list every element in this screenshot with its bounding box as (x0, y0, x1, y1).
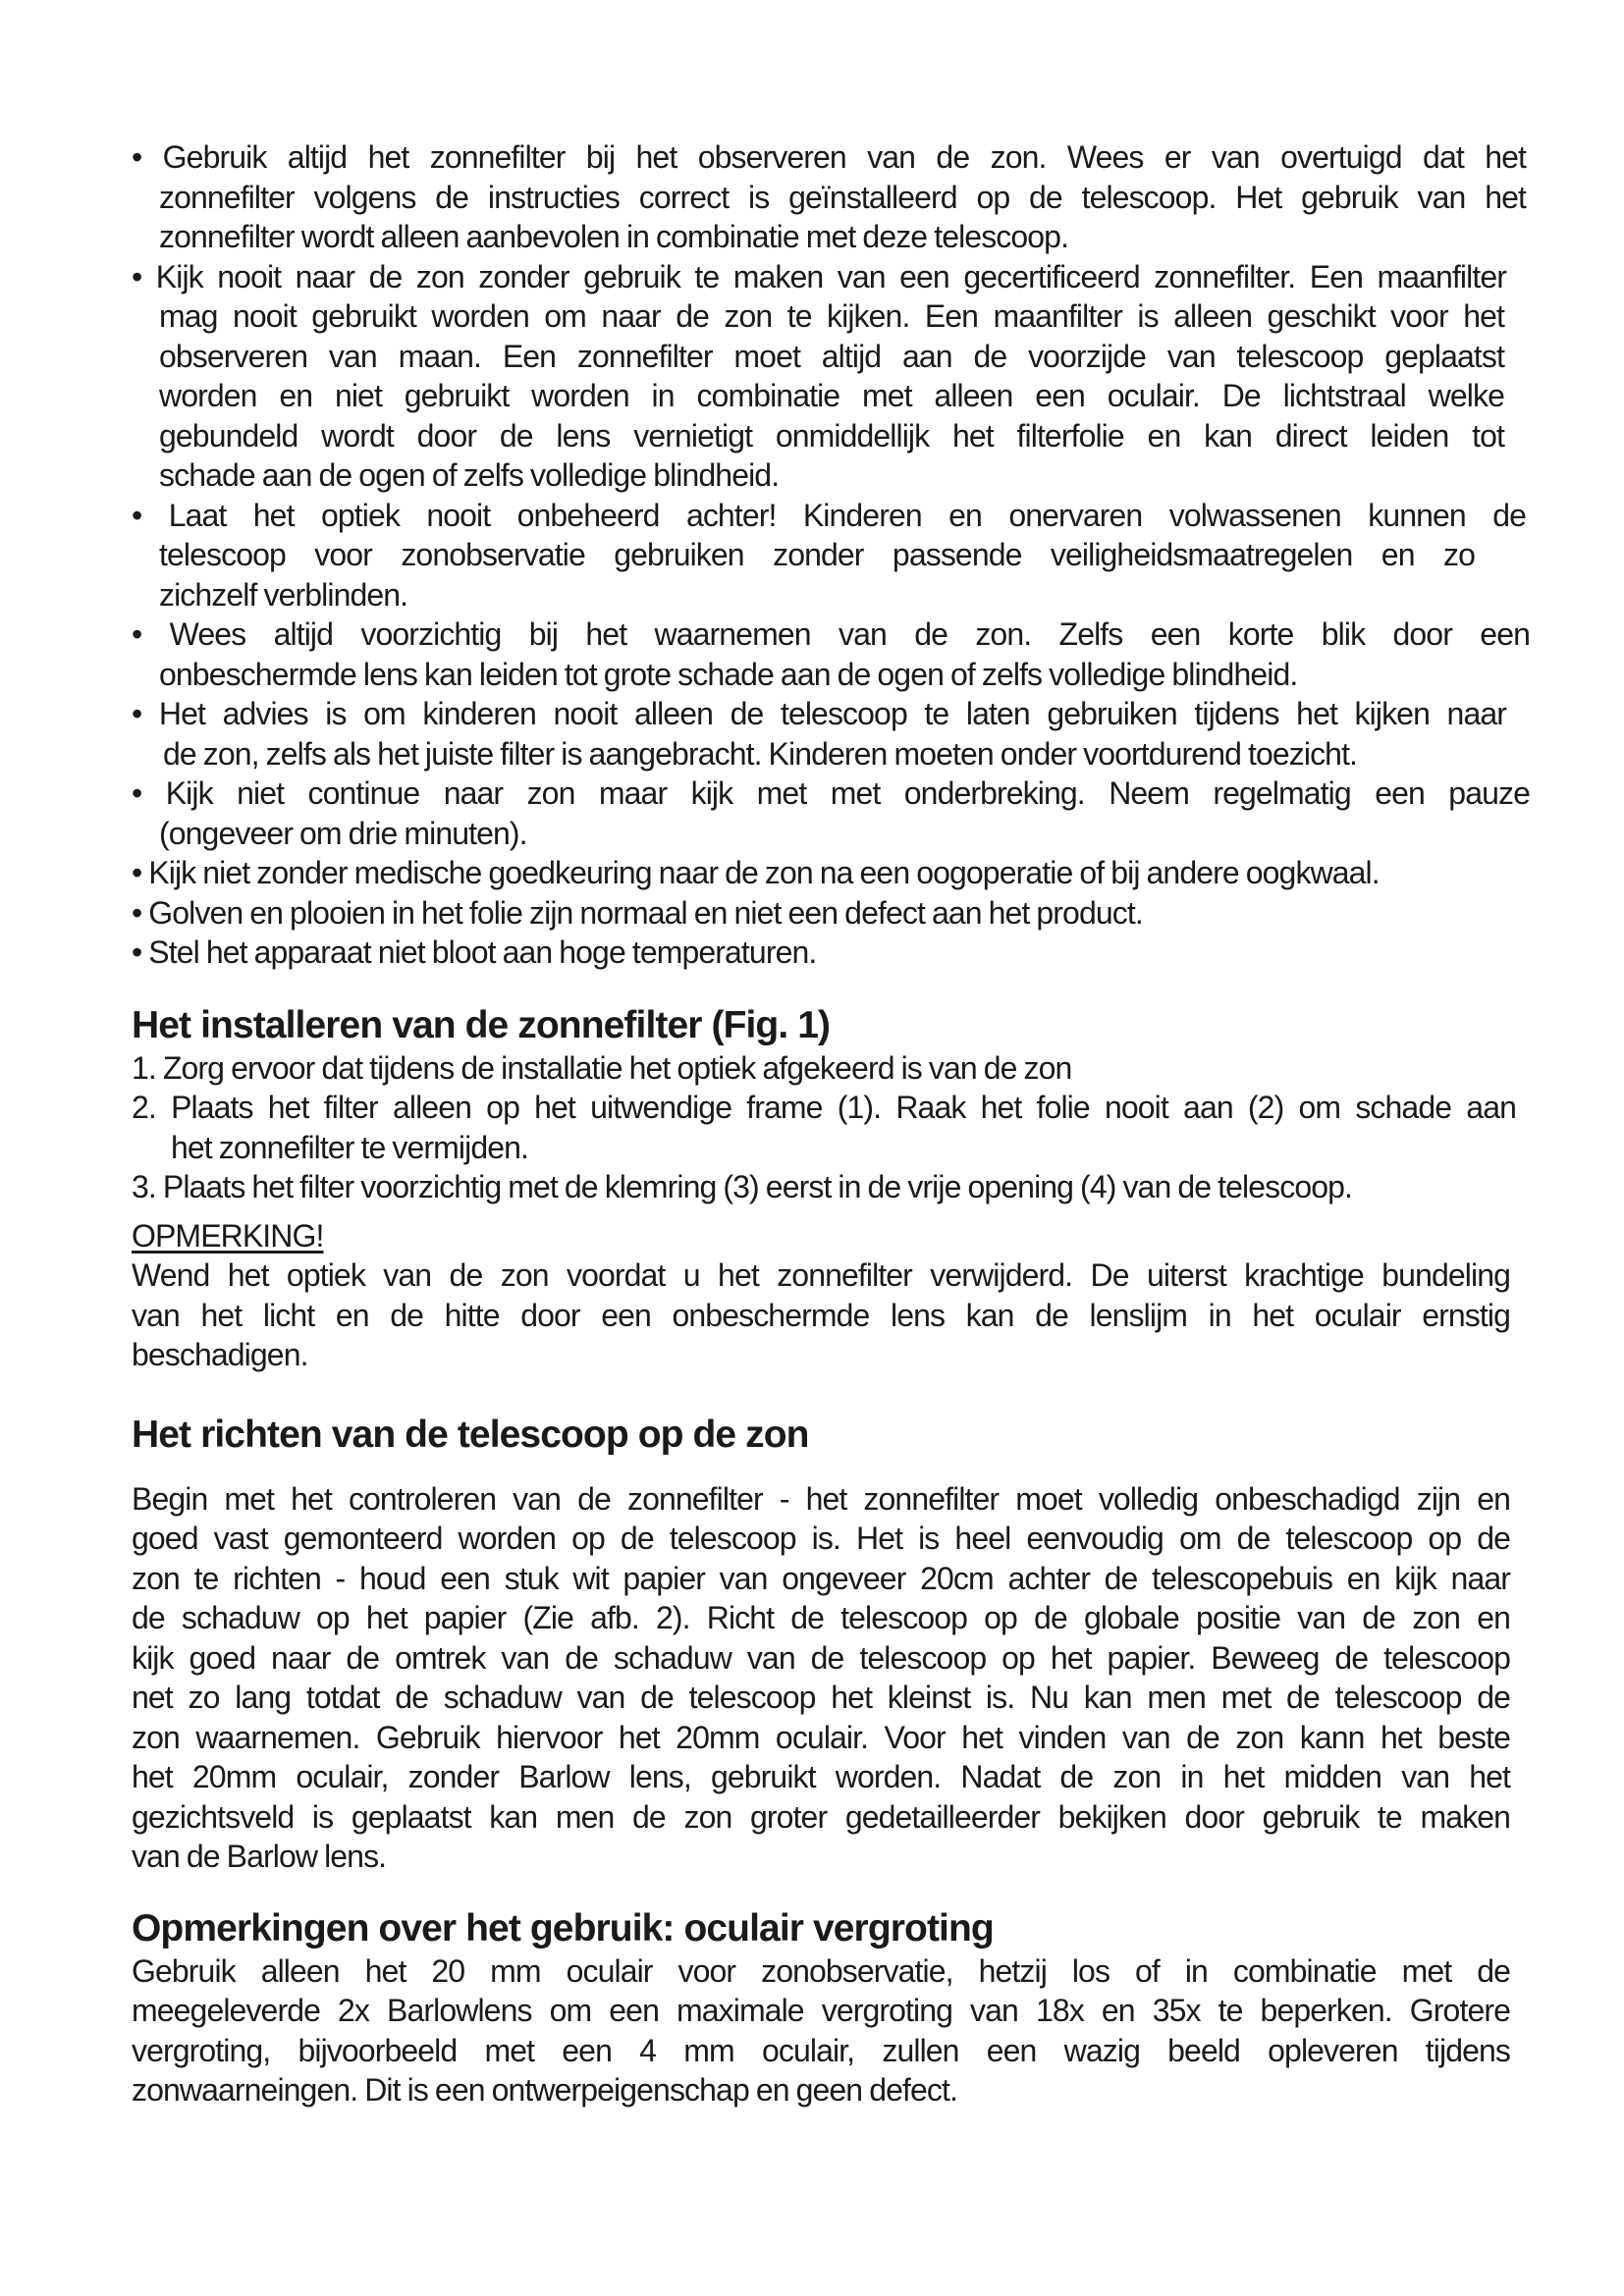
section-heading-usage: Opmerkingen over het gebruik: oculair vergroting (132, 1906, 994, 1949)
document-page (132, 137, 1530, 2110)
note-label: OPMERKING! (132, 1217, 324, 1254)
text-line: zonnefilter wordt alleen aanbevolen in combinatie met deze telescoop. (159, 219, 1069, 254)
text-line: vergroting, bijvoorbeeld met een 4 mm oculair, zullen een wazig beeld opleveren tijdens (132, 2032, 1510, 2068)
text-line: gezichtsveld is geplaatst kan men de zon groter gedetailleerder bekijken door gebruik te maken (132, 1798, 1510, 1835)
text-line: beschadigen. (132, 1337, 308, 1372)
list-item: 1. Zorg ervoor dat tijdens de installatie het optiek afgekeerd is van de zon (132, 1049, 1072, 1086)
text-line: worden en niet gebruikt worden in combinatie met alleen een oculair. De lichtstraal welke (159, 378, 1504, 413)
text-line: Begin met het controleren van de zonnefilter - het zonnefilter moet volledig onbeschadigd zijn en (132, 1480, 1510, 1517)
text-line: het 20mm oculair, zonder Barlow lens, gebruikt worden. Nadat de zon in het midden van het (132, 1759, 1510, 1794)
section-heading-install: Het installeren van de zonnefilter (Fig. 1) (132, 1003, 831, 1046)
text-line: • Kijk nooit naar de zon zonder gebruik te maken van een gecertificeerd zonnefilter. Een maanfilter (132, 258, 1506, 294)
text-line: observeren van maan. Een zonnefilter moet altijd aan de voorzijde van telescoop geplaatst (159, 338, 1504, 374)
text-line: • Stel het apparaat niet bloot aan hoge temperaturen. (132, 934, 817, 970)
text-line: gebundeld wordt door de lens vernietigt onmiddellijk het filterfolie en kan direct leiden tot (159, 417, 1504, 454)
usage-paragraph (132, 1951, 1526, 2110)
list-item: 3. Plaats het filter voorzichtig met de klemring (3) eerst in de vrije opening (4) van de telescoop. (132, 1169, 1353, 1204)
text-line: zon waarnemen. Gebruik hiervoor het 20mm oculair. Voor het vinden van de zon kann het beste (132, 1719, 1510, 1755)
text-line: van het licht en de hitte door een onbeschermde lens kan de lenslijm in het oculair ernstig (132, 1297, 1510, 1333)
text-line: van de Barlow lens. (132, 1839, 387, 1874)
text-line: de zon, zelfs als het juiste filter is aangebracht. Kinderen moeten onder voortdurend toezicht. (163, 735, 1358, 772)
text-line: telescoop voor zonobservatie gebruiken zonder passende veiligheidsmaatregelen en zo (159, 537, 1475, 572)
text-line: zon te richten - houd een stuk wit papier van ongeveer 20cm achter de telescopebuis en kijk naar (132, 1560, 1510, 1596)
text-line: onbeschermde lens kan leiden tot grote schade aan de ogen of zelfs volledige blindheid. (159, 656, 1298, 692)
text-line: mag nooit gebruikt worden om naar de zon te kijken. Een maanfilter is alleen geschikt voor het (159, 298, 1504, 334)
text-line: net zo lang totdat de schaduw van de telescoop het kleinst is. Nu kan men met de telescoop de (132, 1680, 1510, 1715)
note-text (132, 1255, 1526, 1375)
text-line: • Wees altijd voorzichtig bij het waarnemen van de zon. Zelfs een korte blik door een (132, 616, 1530, 652)
text-line: • Kijk niet continue naar zon maar kijk met met onderbreking. Neem regelmatig een pauze (132, 775, 1530, 811)
list-item: het zonnefilter te vermijden. (171, 1129, 528, 1165)
safety-warnings (132, 137, 1530, 973)
list-item: 2. Plaats het filter alleen op het uitwendige frame (1). Raak het folie nooit aan (2) om schade aan (132, 1090, 1516, 1125)
text-line: zonnefilter volgens de instructies correct is geïnstalleerd op de telescoop. Het gebruik van het (159, 179, 1526, 215)
text-line: • Het advies is om kinderen nooit alleen de telescoop te laten gebruiken tijdens het kijken naar (132, 696, 1506, 731)
text-line: kijk goed naar de omtrek van de schaduw van de telescoop op het papier. Beweeg de telescoop (132, 1639, 1510, 1676)
text-line: Wend het optiek van de zon voordat u het zonnefilter verwijderd. De uiterst krachtige bundeling (132, 1257, 1510, 1293)
text-line: zichzelf verblinden. (159, 576, 408, 613)
text-line: (ongeveer om drie minuten). (159, 815, 527, 851)
text-line: • Laat het optiek nooit onbeheerd achter! Kinderen en onervaren volwassenen kunnen de (132, 497, 1526, 533)
aim-paragraph (132, 1479, 1526, 1877)
text-line: Gebruik alleen het 20 mm oculair voor zonobservatie, hetzij los of in combinatie met de (132, 1952, 1510, 1989)
text-line: goed vast gemonteerd worden op de telescoop is. Het is heel eenvoudig om de telescoop op de (132, 1521, 1510, 1556)
text-line: de schaduw op het papier (Zie afb. 2). Richt de telescoop op de globale positie van de zon en (132, 1600, 1510, 1635)
section-heading-aim: Het richten van de telescoop op de zon (132, 1413, 809, 1456)
text-line: zonwaarneingen. Dit is een ontwerpeigenschap en geen defect. (132, 2072, 957, 2108)
text-line: • Kijk niet zonder medische goedkeuring naar de zon na een oogoperatie of bij andere oogkwaal. (132, 855, 1380, 890)
text-line: schade aan de ogen of zelfs volledige blindheid. (159, 457, 780, 493)
text-line: meegeleverde 2x Barlowlens om een maximale vergroting van 18x en 35x te beperken. Grotere (132, 1993, 1510, 2028)
text-line: • Gebruik altijd het zonnefilter bij het observeren van de zon. Wees er van overtuigd dat het (132, 139, 1526, 175)
text-line: • Golven en plooien in het folie zijn normaal en niet een defect aan het product. (132, 894, 1143, 931)
install-steps (132, 1048, 1526, 1207)
